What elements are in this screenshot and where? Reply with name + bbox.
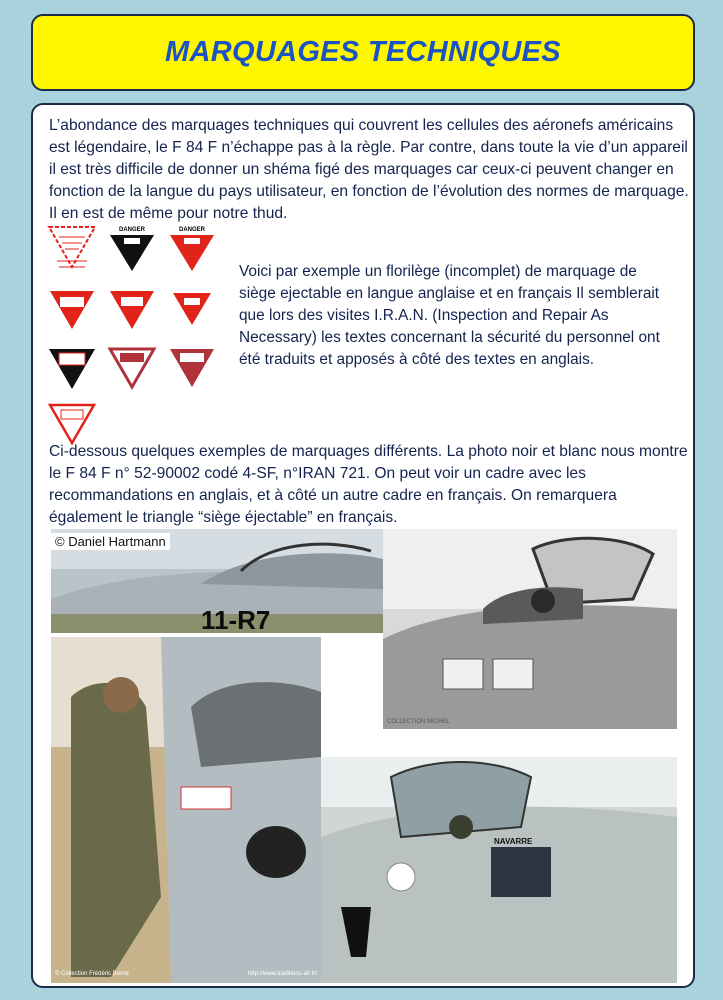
small-seat-triangle-icon — [167, 285, 217, 335]
danger-outline-triangle-icon — [107, 343, 157, 393]
danger-label: DANGER — [178, 227, 206, 233]
intro-paragraph: L’abondance des marquages techniques qui couvrent les cellules des aéronefs américains est légendaire, le F 84 F n’échappe pas à la règle. Par contre, dans toute la vie d’un appareil il est très difficile de donner un shéma figé des marquages car ceux-ci peuvent changer en fonction de la langue du pays utilisateur, en fonction de l’évolution des normes de marquage. Il en est de même pour notre thud. — [49, 117, 689, 222]
seat-triangle-icon — [107, 285, 157, 335]
unit-badge-label: NAVARRE — [494, 837, 533, 846]
upgrade-seat-triangle-icon — [47, 285, 97, 335]
photo-aircraft-bw — [383, 529, 677, 729]
ejection-seat-markings — [47, 223, 227, 443]
danger-caution-triangle-icon — [47, 343, 97, 393]
content-panel — [31, 103, 695, 988]
danger-triangle-red-icon — [167, 223, 217, 273]
photo-pilot-boarding — [51, 637, 321, 983]
photo-url: http://www.traditions-air.fr/ — [247, 971, 317, 977]
danger-triangle-black-icon — [107, 223, 157, 273]
photo-aircraft-color-1 — [51, 529, 383, 633]
seat-markings-paragraph: Voici par exemple un florilège (incomplet) de marquage de siège ejectable en langue anglaise et en français Il semblerait que lors des visites I.R.A.N. (Inspection and Repair As Necessary) les textes concernant la sécurité du personnel ont été traduits et apposés à côté des textes en anglais. — [239, 263, 660, 368]
page-title: MARQUAGES TECHNIQUES — [165, 36, 561, 68]
warning-triangle-icon — [47, 223, 97, 273]
photo-credit: © Collection Frédéric Borne — [55, 971, 129, 977]
aircraft-code: 11-R7 — [201, 605, 271, 633]
photo-credit: © Daniel Hartmann — [51, 533, 170, 550]
danger-label: DANGER — [118, 227, 146, 233]
title-banner — [31, 14, 695, 91]
examples-paragraph: Ci-dessous quelques exemples de marquages différents. La photo noir et blanc nous montre le F 84 F n° 52-90002 codé 4-SF, n°IRAN 721. On peut voir un cadre avec les recommandations en anglais, et à côté un autre cadre en français. On remarquera également le triangle “siège éjectable” en français. — [49, 443, 688, 526]
photo-credit: COLLECTION MICHEL — [387, 719, 450, 725]
photo-aircraft-color-2 — [321, 757, 677, 983]
danger-maroon-triangle-icon — [167, 343, 217, 393]
